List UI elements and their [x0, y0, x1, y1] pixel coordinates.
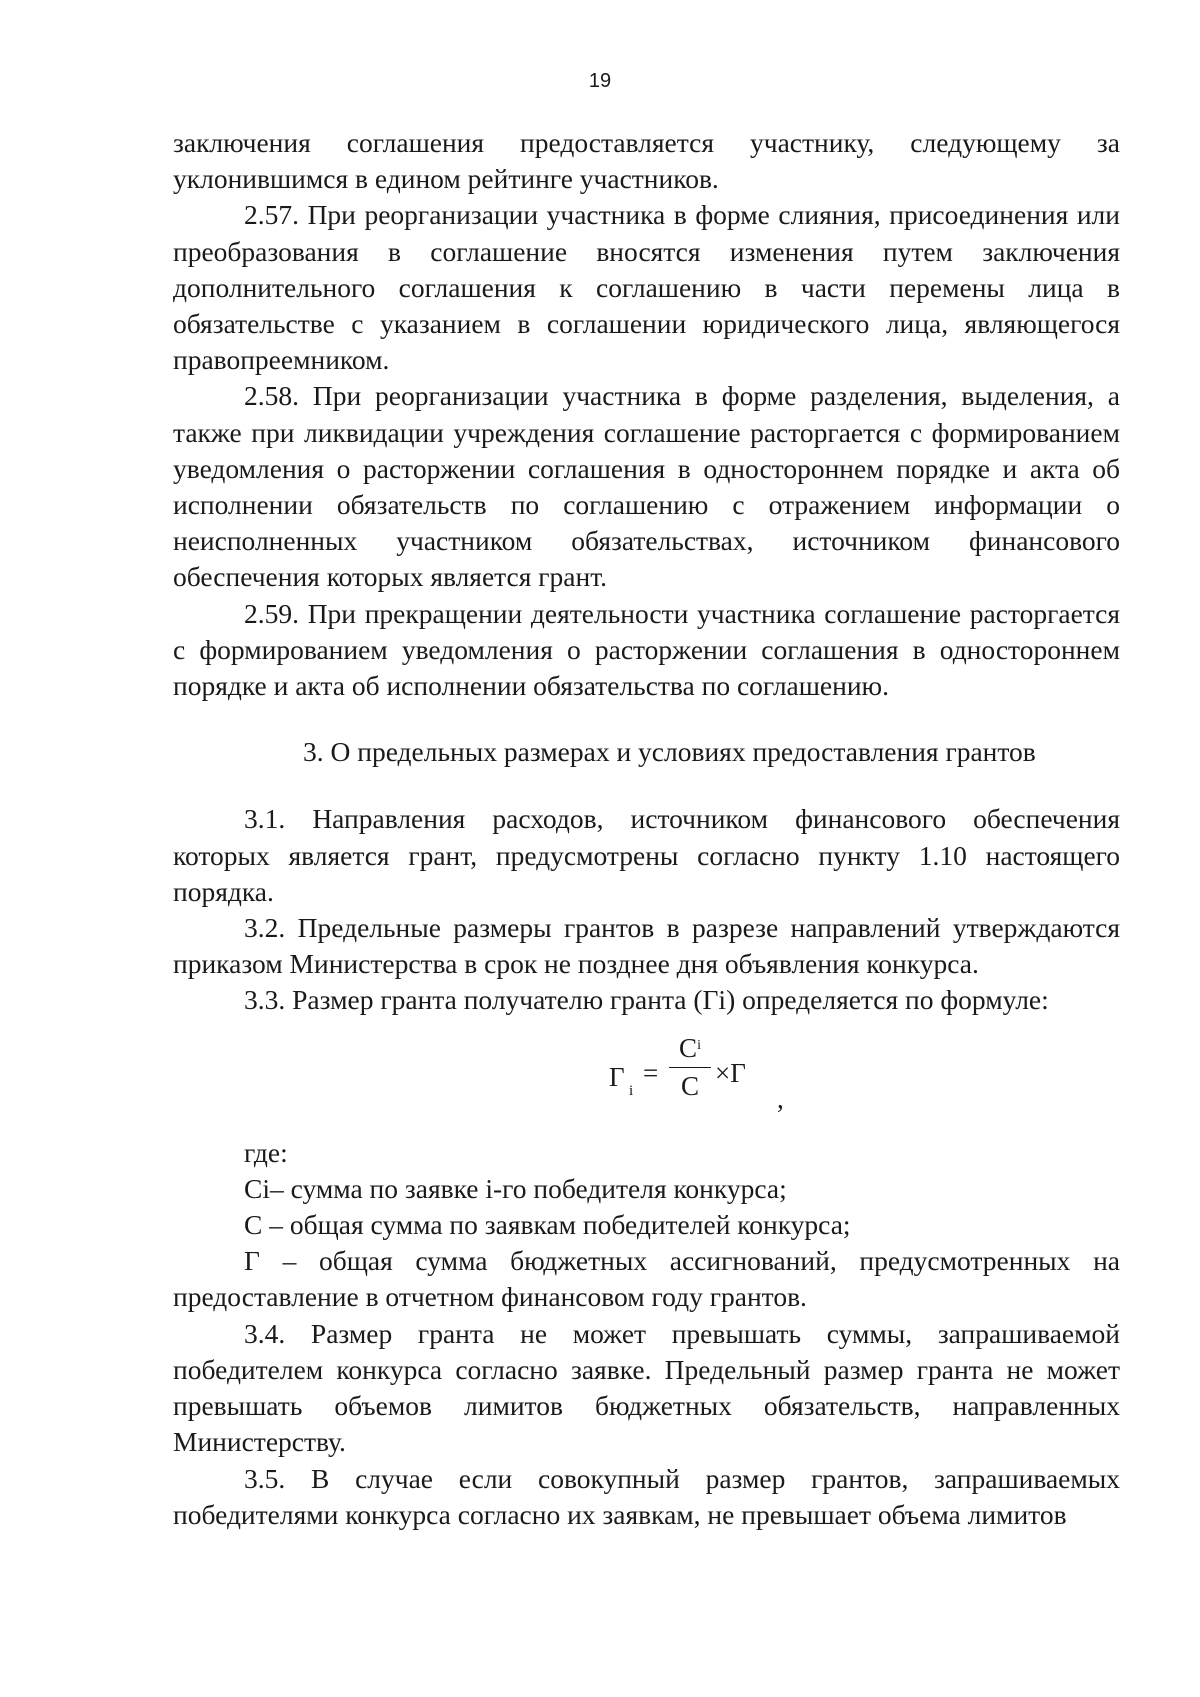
- formula-multiplier: ×Г: [715, 1057, 746, 1088]
- paragraph-3-4: 3.4. Размер гранта не может превышать суммы, запрашиваемой победителем конкурса согласно заявке. Предельный размер гранта не может превышать объемов лимитов бюджетных обязательств, направленных Министерству.: [173, 1317, 1120, 1458]
- definition-c: С – общая сумма по заявкам победителей конкурса;: [244, 1209, 851, 1241]
- formula-comma: ,: [777, 1083, 784, 1114]
- paragraph-2-59: 2.59. При прекращении деятельности участника соглашение расторгается с формированием уведомления о расторжении соглашения в одностороннем порядке и акта об исполнении обязательства по соглашению.: [173, 597, 1120, 702]
- paragraph-2-58: 2.58. При реорганизации участника в форме разделения, выделения, а также при ликвидации учреждения соглашение расторгается с формированием уведомления о расторжении соглашения в одностороннем порядке и акта об исполнении обязательств по соглашению с отражением информации о неисполненных участником обязательствах, источником финансового обеспечения которых является грант.: [173, 380, 1120, 593]
- document-body: [173, 125, 1120, 1533]
- definition-ci: Ci– сумма по заявке i-го победителя конкурса;: [244, 1172, 787, 1204]
- paragraph-3-5: 3.5. В случае если совокупный размер грантов, запрашиваемых победителями конкурса согласно их заявкам, не превышает объема лимитов: [173, 1462, 1120, 1530]
- formula-block: [173, 1031, 1120, 1127]
- paragraph-3-3: 3.3. Размер гранта получателю гранта (Гi) определяется по формуле:: [244, 984, 1049, 1016]
- where-label: где:: [244, 1136, 288, 1168]
- paragraph-2-57: 2.57. При реорганизации участника в форме слияния, присоединения или преобразования в соглашение вносятся изменения путем заключения дополнительного соглашения к соглашению в части перемены лица в обязательстве с указанием в соглашении юридического лица, являющегося правопреемником.: [173, 199, 1120, 376]
- fraction-bar: [669, 1067, 711, 1068]
- formula-numerator-subscript: i: [697, 1037, 701, 1053]
- formula-numerator: [669, 1031, 711, 1065]
- paragraph-3-1: 3.1. Направления расходов, источником финансового обеспечения которых является грант, предусмотрены согласно пункту 1.10 настоящего порядка.: [173, 803, 1120, 907]
- section-heading: 3. О предельных размерах и условиях предоставления грантов: [303, 736, 1036, 768]
- formula-lhs-subscript: i: [629, 1082, 634, 1099]
- formula-lhs: Г: [609, 1061, 625, 1092]
- grant-formula: [609, 1031, 809, 1127]
- formula-denominator: C: [680, 1070, 699, 1101]
- paragraph-3-2: 3.2. Предельные размеры грантов в разрезе направлений утверждаются приказом Министерства в срок не позднее дня объявления конкурса.: [173, 912, 1120, 980]
- formula-equals: =: [643, 1057, 659, 1088]
- definition-g: Г – общая сумма бюджетных ассигнований, предусмотренных на предоставление в отчетном финансовом году грантов.: [173, 1245, 1120, 1313]
- formula-fraction: [669, 1031, 711, 1102]
- page-number: 19: [588, 70, 612, 92]
- formula-numerator-letter: C: [679, 1032, 698, 1063]
- paragraph-continuation: заключения соглашения предоставляется участнику, следующему за уклонившимся в едином рейтинге участников.: [173, 127, 1120, 195]
